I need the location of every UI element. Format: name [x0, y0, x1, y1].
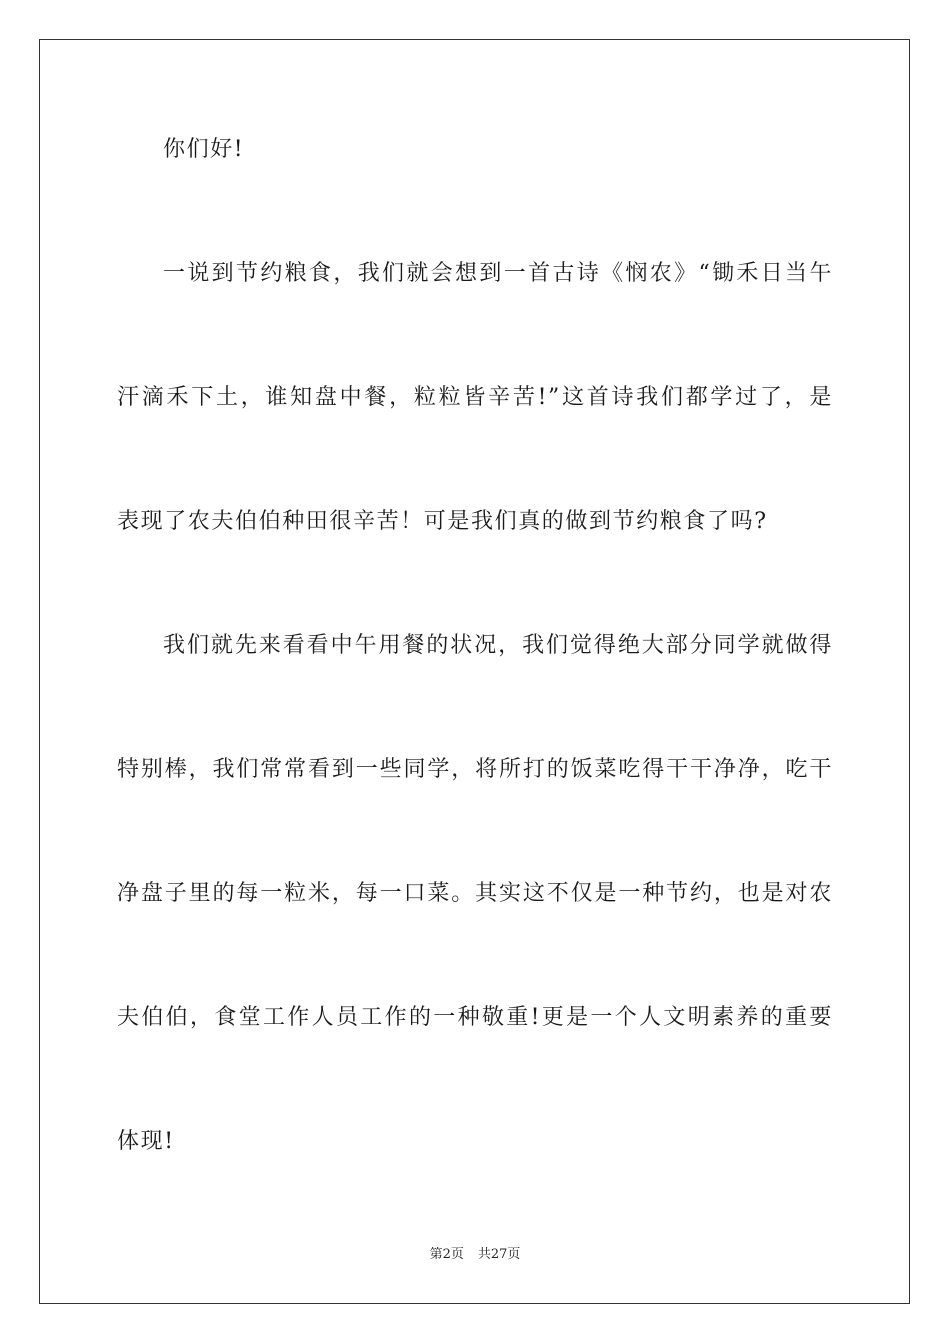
text-line-8: 体现! [117, 1129, 175, 1154]
page-border [39, 39, 910, 1304]
text-line-6: 净盘子里的每一粒米，每一口菜。其实这不仅是一种节约，也是对农 [117, 881, 833, 906]
page-total: 共27页 [477, 1247, 521, 1262]
text-line-2: 汗滴禾下土，谁知盘中餐，粒粒皆辛苦!”这首诗我们都学过了，是 [117, 385, 833, 410]
text-line-3: 表现了农夫伯伯种田很辛苦！可是我们真的做到节约粮食了吗? [117, 509, 768, 534]
text-line-7: 夫伯伯，食堂工作人员工作的一种敬重!更是一个人文明素养的重要 [117, 1005, 833, 1030]
text-line-4: 我们就先来看看中午用餐的状况，我们觉得绝大部分同学就做得 [163, 633, 833, 658]
text-line-1: 一说到节约粮食，我们就会想到一首古诗《悯农》“锄禾日当午 [163, 261, 833, 286]
text-line-5: 特别棒，我们常常看到一些同学，将所打的饭菜吃得干干净净，吃干 [117, 757, 833, 782]
page-number: 第2页 [429, 1247, 464, 1262]
text-line-greeting: 你们好! [163, 137, 245, 162]
page-footer [0, 1246, 950, 1264]
